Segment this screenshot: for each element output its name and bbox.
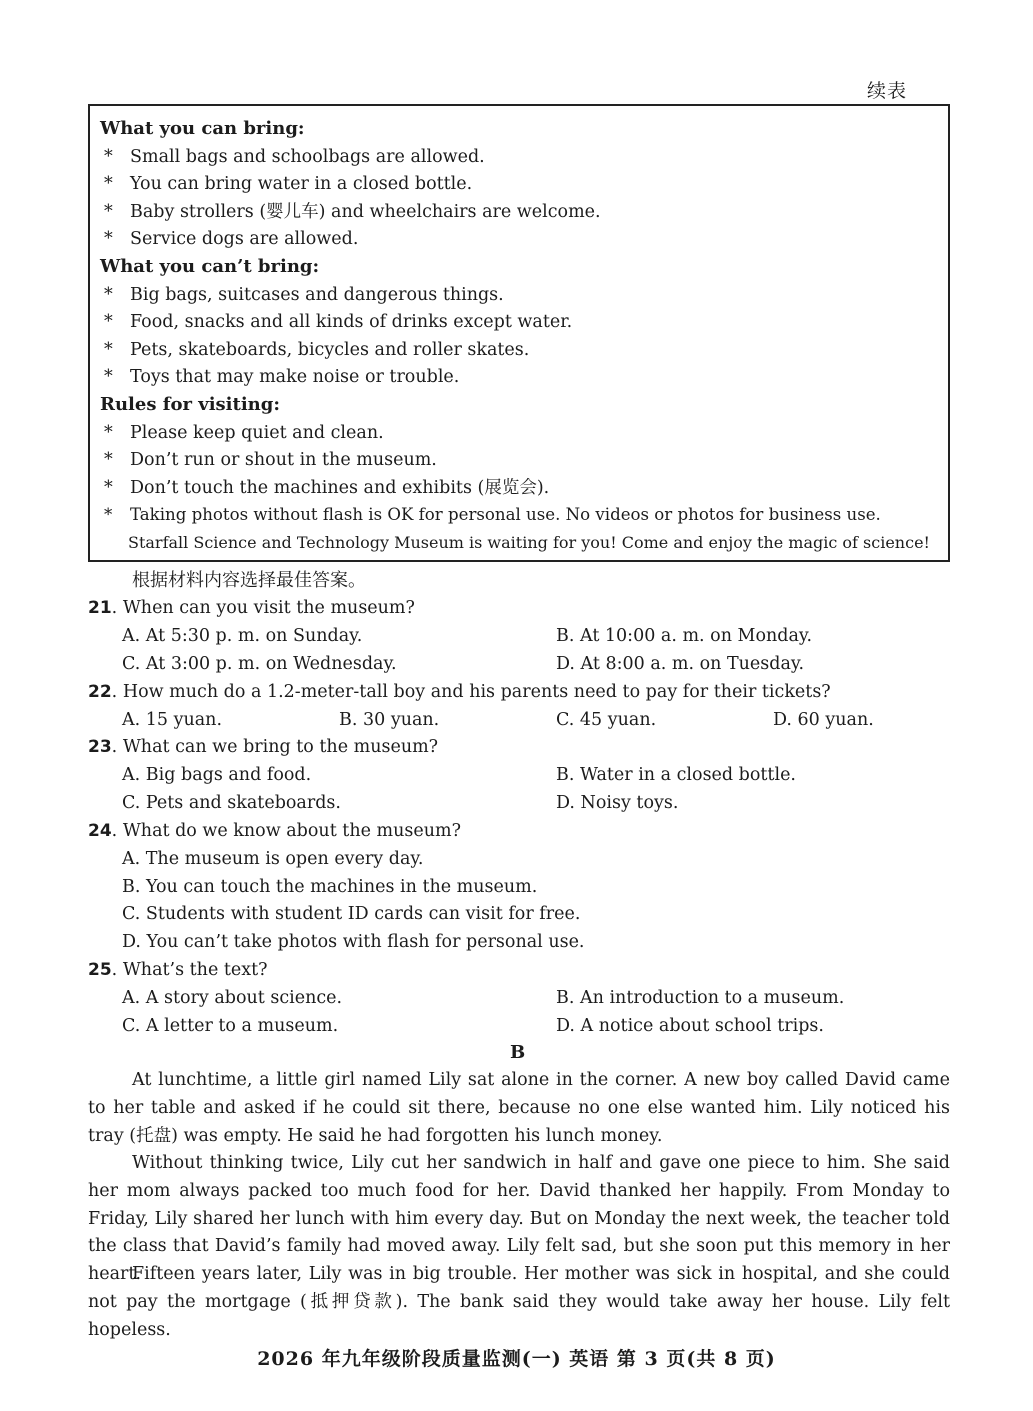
cant-bring-heading: What you can’t bring: [100, 256, 320, 277]
question: 22. How much do a 1.2-meter-tall boy and his parents need to pay for their tickets? [88, 682, 831, 702]
can-bring-item: * Small bags and schoolbags are allowed. [104, 147, 485, 167]
section-label: B [510, 1042, 526, 1063]
option: D. You can’t take photos with flash for personal use. [122, 932, 585, 952]
question: 21. When can you visit the museum? [88, 598, 415, 618]
passage-paragraph: Without thinking twice, Lily cut her sandwich in half and gave one piece to him. She said her mom always packed too much food for her. David thanked her happily. From Monday to Friday, Lily shared her lunch with him every day. But on Monday the next week, the teacher told the class that David’s family had moved away. Lily felt sad, but she soon put this memory in her heart. [88, 1153, 950, 1285]
option: D. At 8:00 a. m. on Tuesday. [556, 654, 805, 674]
bullet-icon: * [104, 202, 113, 222]
question-number: 23 [88, 737, 112, 757]
page-footer: 2026 年九年级阶段质量监测(一) 英语 第 3 页(共 8 页) [257, 1348, 776, 1370]
option: A. At 5:30 p. m. on Sunday. [122, 626, 363, 646]
bullet-icon: * [104, 450, 113, 470]
option: A. Big bags and food. [122, 765, 312, 785]
cant-bring-item: * Food, snacks and all kinds of drinks except water. [104, 312, 573, 332]
option: B. 30 yuan. [339, 710, 440, 730]
option: B. An introduction to a museum. [556, 988, 845, 1008]
option: D. Noisy toys. [556, 793, 679, 813]
instruction: 根据材料内容选择最佳答案。 [132, 570, 366, 591]
question-number: 22 [88, 682, 112, 702]
bullet-icon: * [104, 229, 113, 249]
bullet-icon: * [104, 478, 113, 498]
bullet-icon: * [104, 285, 113, 305]
option: C. Pets and skateboards. [122, 793, 341, 813]
question-number: 21 [88, 598, 112, 618]
cant-bring-item: * Big bags, suitcases and dangerous things. [104, 285, 504, 305]
bullet-icon: * [104, 505, 113, 524]
option: A. A story about science. [122, 988, 343, 1008]
bullet-icon: * [104, 367, 113, 387]
can-bring-heading: What you can bring: [100, 118, 305, 139]
question-number: 24 [88, 821, 112, 841]
passage-paragraph: At lunchtime, a little girl named Lily sat alone in the corner. A new boy called David came to her table and asked if he could sit there, because no one else wanted him. Lily noticed his tray (托盘) was empty. He said he had forgotten his lunch money. [88, 1070, 950, 1146]
option: A. 15 yuan. [122, 710, 223, 730]
cant-bring-item: * Pets, skateboards, bicycles and roller skates. [104, 340, 530, 360]
option: B. At 10:00 a. m. on Monday. [556, 626, 813, 646]
bullet-icon: * [104, 312, 113, 332]
option: A. The museum is open every day. [122, 849, 424, 869]
option: B. Water in a closed bottle. [556, 765, 796, 785]
option: C. At 3:00 p. m. on Wednesday. [122, 654, 397, 674]
bullet-icon: * [104, 147, 113, 167]
option: D. A notice about school trips. [556, 1016, 824, 1036]
can-bring-item: * Baby strollers (婴儿车) and wheelchairs are welcome. [104, 202, 601, 222]
continued-table-label: 续表 [866, 80, 907, 102]
option: B. You can touch the machines in the museum. [122, 877, 538, 897]
can-bring-item: * You can bring water in a closed bottle. [104, 174, 473, 194]
museum-notice-box [88, 104, 950, 562]
bullet-icon: * [104, 174, 113, 194]
question: 25. What’s the text? [88, 960, 268, 980]
option: C. A letter to a museum. [122, 1016, 339, 1036]
can-bring-item: * Service dogs are allowed. [104, 229, 359, 249]
rule-item: * Please keep quiet and clean. [104, 423, 384, 443]
question: 24. What do we know about the museum? [88, 821, 461, 841]
question: 23. What can we bring to the museum? [88, 737, 439, 757]
rule-item: * Taking photos without flash is OK for personal use. No videos or photos for business use. [104, 505, 881, 524]
notice-closing: Starfall Science and Technology Museum is waiting for you! Come and enjoy the magic of science! [128, 533, 930, 552]
rule-item: * Don’t run or shout in the museum. [104, 450, 437, 470]
rule-item: * Don’t touch the machines and exhibits (展览会). [104, 478, 550, 498]
passage-paragraph: Fifteen years later, Lily was in big trouble. Her mother was sick in hospital, and she could not pay the mortgage (抵押贷款). The bank said they would take away her house. Lily felt hopeless. [88, 1264, 950, 1340]
option: C. 45 yuan. [556, 710, 657, 730]
option: D. 60 yuan. [773, 710, 874, 730]
bullet-icon: * [104, 340, 113, 360]
rules-heading: Rules for visiting: [100, 394, 280, 415]
cant-bring-item: * Toys that may make noise or trouble. [104, 367, 460, 387]
option: C. Students with student ID cards can visit for free. [122, 904, 581, 924]
bullet-icon: * [104, 423, 113, 443]
question-number: 25 [88, 960, 112, 980]
